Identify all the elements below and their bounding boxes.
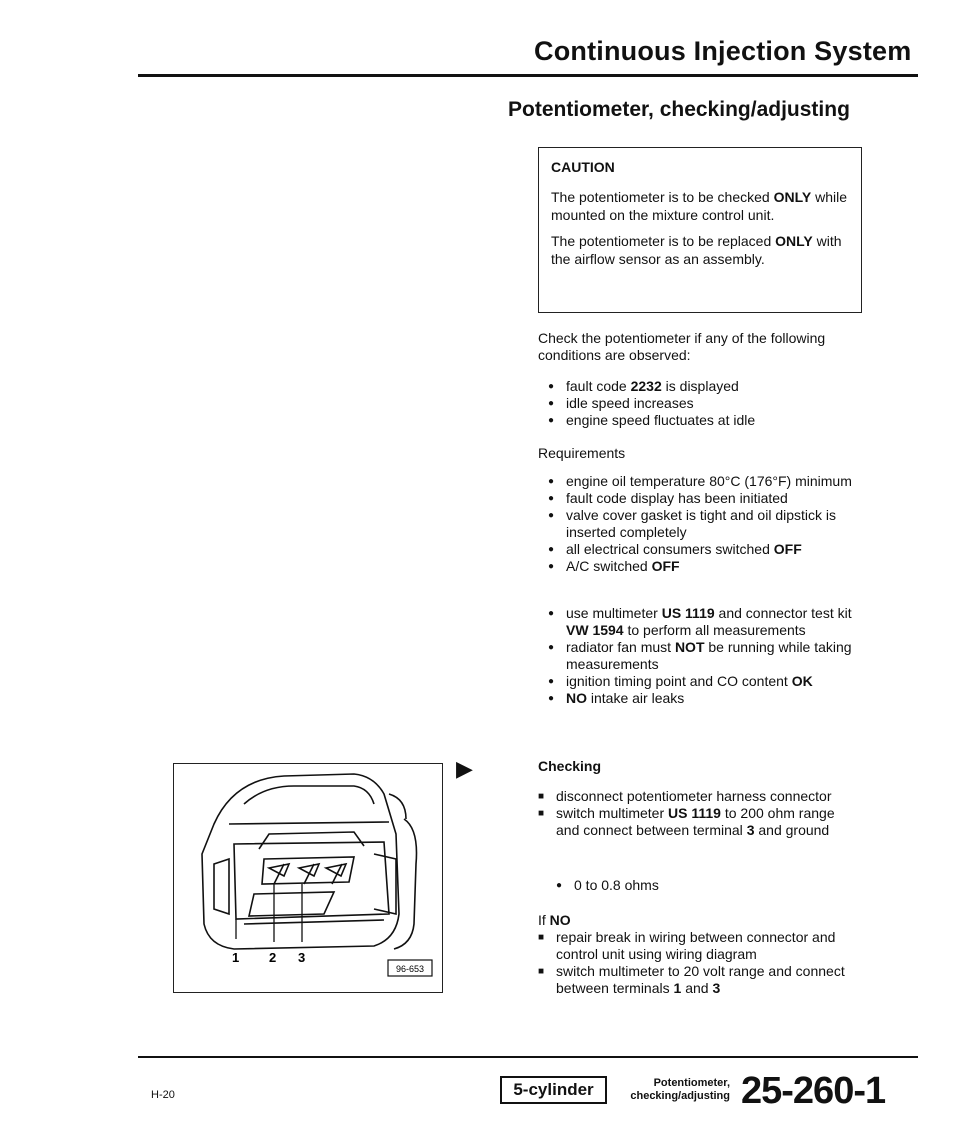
text-run: all electrical consumers switched (566, 541, 774, 557)
figure-pointer-arrow-icon: ▶ (456, 756, 473, 781)
list-item (548, 473, 858, 490)
footer-section-line-2: checking/adjusting (630, 1090, 730, 1102)
if-no-label (538, 912, 571, 929)
text-run: valve cover gasket is tight and oil dipstick is inserted completely (566, 507, 837, 540)
text-run: ONLY (773, 189, 812, 205)
text-run: 1 (673, 980, 682, 996)
list-item (548, 412, 858, 429)
text-run: VW 1594 (566, 622, 624, 638)
requirements-list-2 (548, 605, 858, 707)
footer-page-number: 25-260-1 (741, 1070, 886, 1112)
list-item (548, 690, 858, 707)
text-run: to perform all measurements (623, 622, 806, 638)
list-item (548, 558, 858, 575)
checking-steps-2 (538, 929, 858, 997)
text-run: 2232 (630, 378, 662, 394)
caution-title: CAUTION (551, 159, 615, 175)
text-run: disconnect potentiometer harness connector (556, 788, 832, 804)
text-run: NOT (674, 639, 705, 655)
list-item (548, 673, 858, 690)
text-run: 3 (746, 822, 755, 838)
list-item (548, 541, 858, 558)
text-run: radiator fan must (566, 639, 675, 655)
text-run: 3 (712, 980, 721, 996)
checking-title: Checking (538, 758, 602, 774)
requirements-list (548, 473, 858, 575)
checking-steps (538, 788, 858, 839)
text-run: with the airflow sensor as an assembly. (551, 233, 842, 267)
requirements-label: Requirements (538, 445, 626, 461)
list-item (538, 963, 858, 997)
text-run: fault code (566, 378, 631, 394)
text-run: to 200 ohm range and connect between terminal (556, 805, 835, 838)
text-run: while mounted on the mixture control unit. (551, 189, 847, 223)
text-run: The potentiometer is to be replaced (551, 233, 776, 249)
footer-section-line-1: Potentiometer, (653, 1077, 730, 1089)
connector-drawing (174, 764, 441, 991)
terminal-label-1: 1 (232, 950, 240, 965)
text-run: switch multimeter to 20 volt range and connect between terminals (556, 963, 845, 996)
list-item (538, 788, 858, 805)
figure-ref: 96-653 (395, 964, 425, 974)
list-item: ● 0 to 0.8 ohms (556, 877, 856, 894)
text-run: ignition timing point and CO content (566, 673, 792, 689)
list-item (548, 395, 858, 412)
section-title: Potentiometer, checking/adjusting (508, 98, 850, 121)
caution-box (538, 147, 862, 313)
text-run: and (681, 980, 713, 996)
list-item (538, 805, 858, 839)
caution-paragraph-1 (551, 188, 849, 224)
footer-engine-badge: 5-cylinder (500, 1076, 607, 1104)
conditions-list (548, 378, 858, 429)
text-run: US 1119 (661, 605, 715, 621)
intro-text: Check the potentiometer if any of the following conditions are observed: (538, 330, 826, 363)
text-run: be running while taking measurements (566, 639, 852, 672)
text-run: US 1119 (668, 805, 721, 821)
text-run: idle speed increases (566, 395, 694, 411)
checking-sub-list (556, 877, 856, 894)
list-item (548, 378, 858, 395)
caution-paragraph-2 (551, 232, 849, 268)
footer-page-code: H-20 (151, 1089, 175, 1101)
text-run: NO (549, 912, 571, 928)
text-run: engine speed fluctuates at idle (566, 412, 756, 428)
text-run: repair break in wiring between connector and control unit using wiring diagram (556, 929, 836, 962)
text-run: If (538, 912, 550, 928)
header-rule (138, 74, 918, 77)
text-run: is displayed (661, 378, 739, 394)
page-header-title: Continuous Injection System (534, 36, 912, 66)
text-run: A/C switched (566, 558, 652, 574)
list-item (548, 507, 858, 541)
text-run: OK (791, 673, 813, 689)
footer-rule (138, 1056, 918, 1058)
text-run: The potentiometer is to be checked (551, 189, 774, 205)
text-run: and ground (754, 822, 830, 838)
list-item (548, 639, 858, 673)
terminal-label-3: 3 (298, 950, 306, 965)
list-item (548, 605, 858, 639)
list-item (548, 490, 858, 507)
connector-figure (173, 763, 443, 993)
list-item (538, 929, 858, 963)
text-run: fault code display has been initiated (566, 490, 788, 506)
text-run: engine oil temperature 80°C (176°F) minimum (566, 473, 852, 489)
text-run: intake air leaks (587, 690, 685, 706)
text-run: switch multimeter (556, 805, 669, 821)
text-run: and connector test kit (714, 605, 852, 621)
text-run: NO (566, 690, 587, 706)
text-run: use multimeter (566, 605, 662, 621)
terminal-label-2: 2 (269, 950, 277, 965)
text-run: OFF (651, 558, 680, 574)
text-run: ONLY (775, 233, 813, 249)
text-run: OFF (773, 541, 802, 557)
footer-section-name (620, 1077, 730, 1103)
